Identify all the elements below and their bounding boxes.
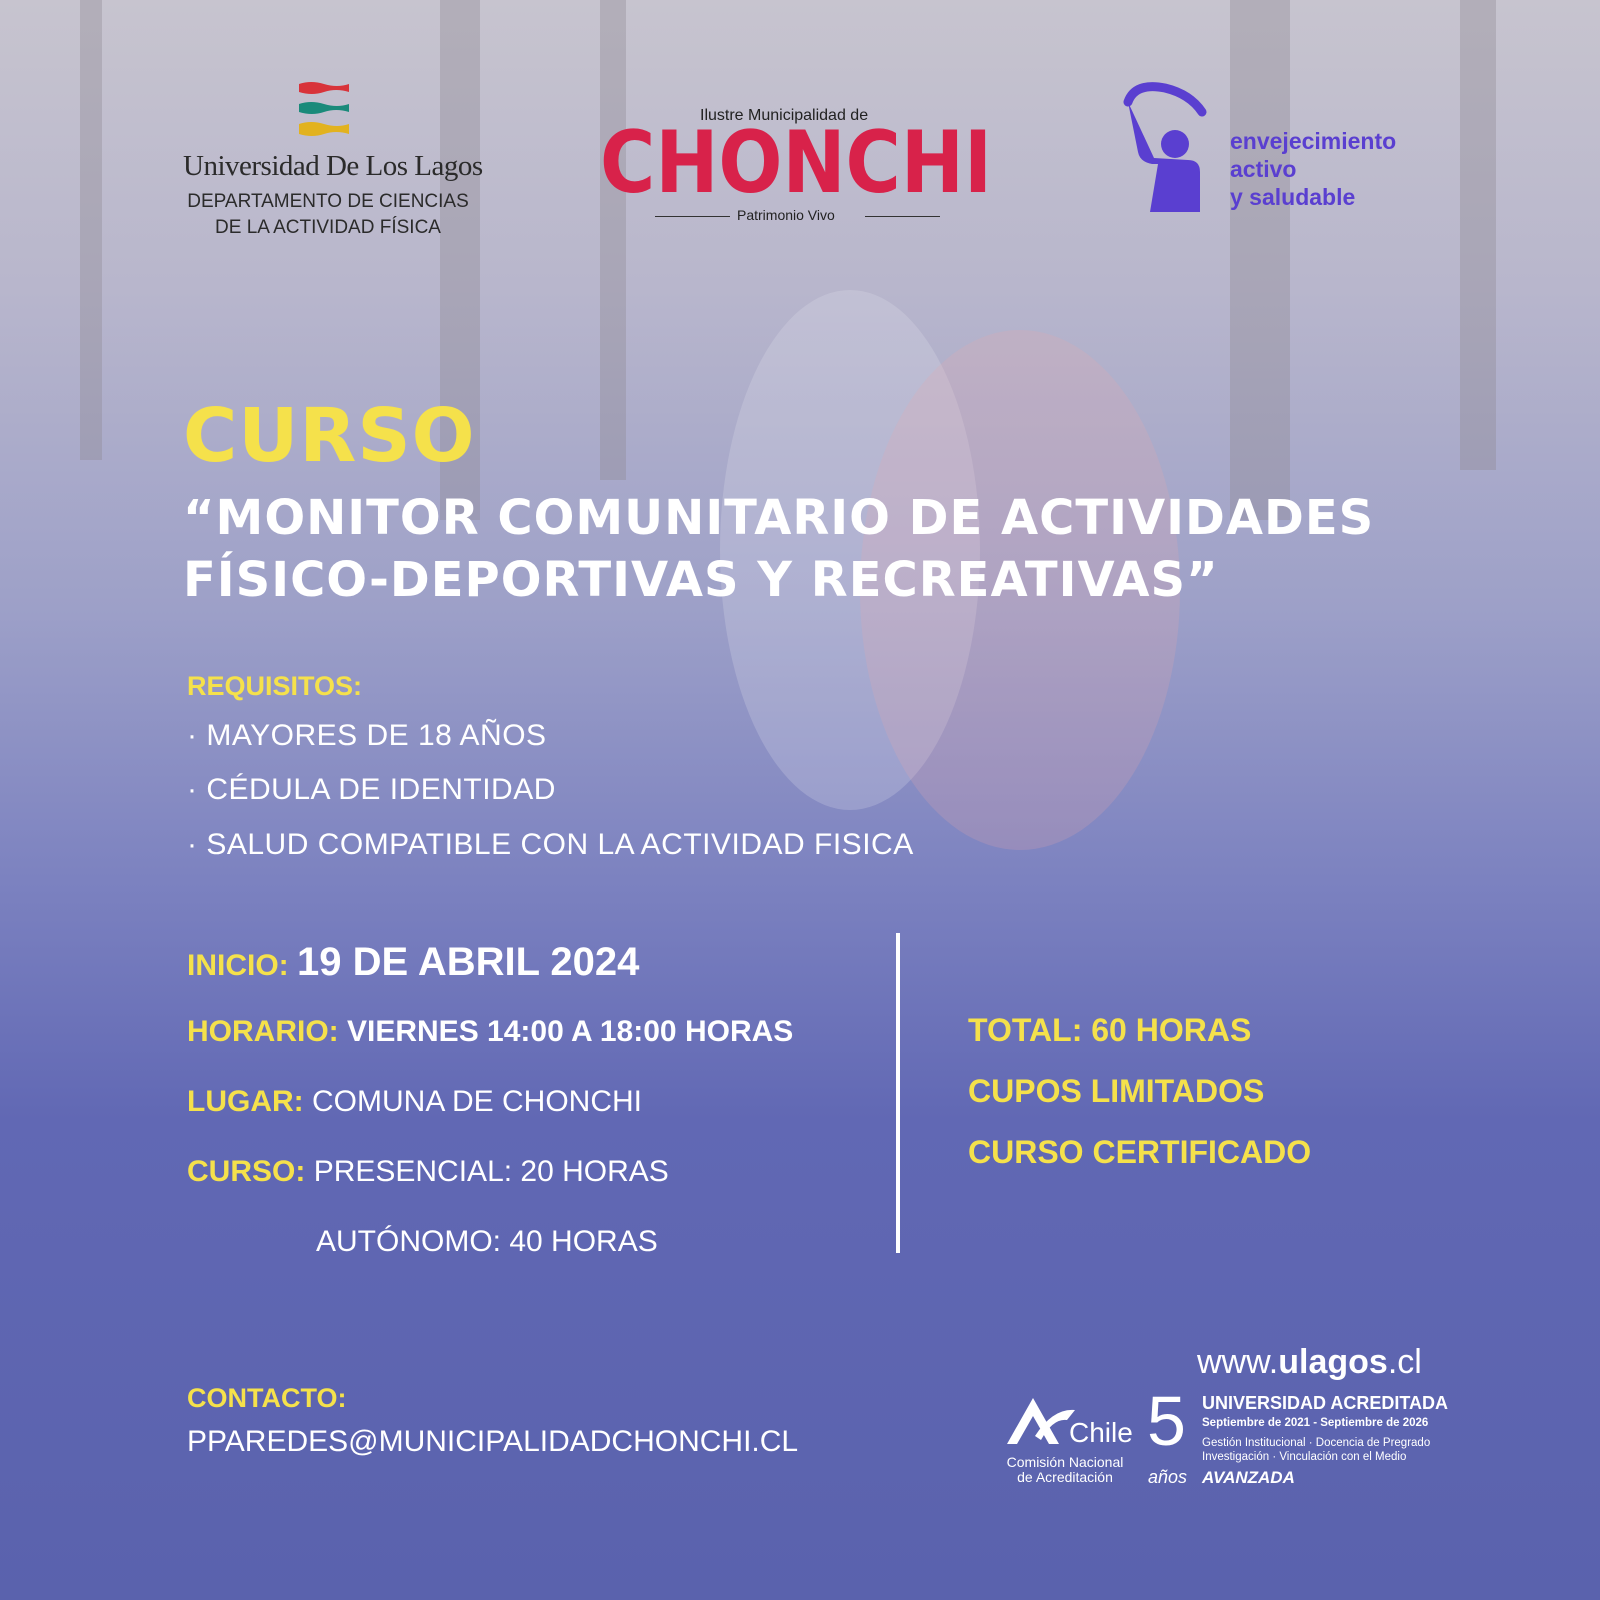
accreditation-years-label: años — [1148, 1467, 1188, 1487]
divider-line — [655, 216, 730, 217]
cna-line2: de Acreditación — [1017, 1469, 1113, 1485]
ulagos-name: Universidad De Los Lagos — [183, 150, 483, 182]
limited-spots: CUPOS LIMITADOS — [968, 1073, 1265, 1109]
place-value: COMUNA DE CHONCHI — [312, 1085, 643, 1118]
tree-trunk — [1230, 0, 1290, 520]
course-title-line2: FÍSICO-DEPORTIVAS Y RECREATIVAS” — [183, 552, 1219, 608]
active-aging-person-icon — [1120, 82, 1210, 217]
ulagos-department — [183, 189, 473, 241]
accreditation-title: UNIVERSIDAD ACREDITADA — [1202, 1393, 1449, 1413]
accreditation-period: Septiembre de 2021 - Septiembre de 2026 — [1202, 1417, 1429, 1429]
cna-text — [995, 1455, 1135, 1485]
schedule-row — [187, 1015, 793, 1049]
chonchi-wordmark: CHONCHI — [600, 122, 992, 202]
requirements-label: REQUISITOS: — [187, 671, 363, 701]
requirement-item: · SALUD COMPATIBLE CON LA ACTIVIDAD FISICA — [187, 828, 914, 861]
place-label: LUGAR: — [187, 1085, 304, 1118]
ulagos-department-line1: DEPARTAMENTO DE CIENCIAS — [187, 191, 469, 212]
schedule-label: HORARIO: — [187, 1015, 339, 1048]
mode-value-autonomo: AUTÓNOMO: 40 HORAS — [316, 1225, 658, 1258]
ulagos-department-line2: DE LA ACTIVIDAD FÍSICA — [215, 217, 441, 238]
website-suffix: .cl — [1387, 1343, 1422, 1381]
contact-label: CONTACTO: — [187, 1383, 347, 1413]
website-link[interactable] — [1197, 1343, 1422, 1382]
ulagos-flag-icon — [299, 80, 349, 140]
mode-label: CURSO: — [187, 1155, 306, 1188]
website-domain: ulagos — [1278, 1343, 1388, 1381]
course-title-line1: “MONITOR COMUNITARIO DE ACTIVIDADES — [183, 490, 1375, 546]
total-hours: TOTAL: 60 HORAS — [968, 1012, 1252, 1048]
requirement-item: · CÉDULA DE IDENTIDAD — [187, 773, 556, 806]
tree-trunk — [600, 0, 626, 480]
active-aging-text — [1230, 127, 1396, 211]
start-value: 19 DE ABRIL 2024 — [297, 940, 640, 984]
accreditation-areas2: Investigación · Vinculación con el Medio — [1202, 1451, 1407, 1463]
start-label: INICIO: — [187, 949, 289, 982]
cna-logo-icon — [1005, 1396, 1135, 1448]
active-aging-line2: activo — [1230, 156, 1297, 182]
tree-trunk — [80, 0, 102, 460]
vertical-divider — [896, 933, 900, 1253]
certified-course: CURSO CERTIFICADO — [968, 1134, 1312, 1170]
mode-row-autonomo — [316, 1225, 658, 1259]
chonchi-logo — [600, 122, 992, 202]
start-date-row — [187, 940, 639, 985]
accreditation-years: 5 — [1147, 1382, 1186, 1460]
mode-value-presencial: PRESENCIAL: 20 HORAS — [313, 1155, 669, 1188]
course-label: CURSO — [183, 393, 476, 479]
requirement-item: · MAYORES DE 18 AÑOS — [187, 719, 547, 752]
tree-trunk — [1460, 0, 1496, 470]
contact-email[interactable]: PPAREDES@MUNICIPALIDADCHONCHI.CL — [187, 1425, 799, 1458]
accreditation-level: AVANZADA — [1202, 1468, 1295, 1487]
mode-row — [187, 1155, 669, 1189]
place-row — [187, 1085, 642, 1119]
cna-line1: Comisión Nacional — [1006, 1454, 1124, 1470]
cna-brand: Chile — [1069, 1417, 1133, 1448]
municipality-top-text: Ilustre Municipalidad de — [700, 107, 869, 124]
schedule-value: VIERNES 14:00 A 18:00 HORAS — [347, 1015, 794, 1048]
website-prefix: www. — [1197, 1343, 1279, 1381]
municipality-tagline: Patrimonio Vivo — [737, 207, 835, 223]
active-aging-line1: envejecimiento — [1230, 128, 1397, 154]
divider-line — [865, 216, 940, 217]
accreditation-areas1: Gestión Institucional · Docencia de Pregrado — [1202, 1437, 1431, 1449]
active-aging-line3: y saludable — [1230, 184, 1356, 210]
